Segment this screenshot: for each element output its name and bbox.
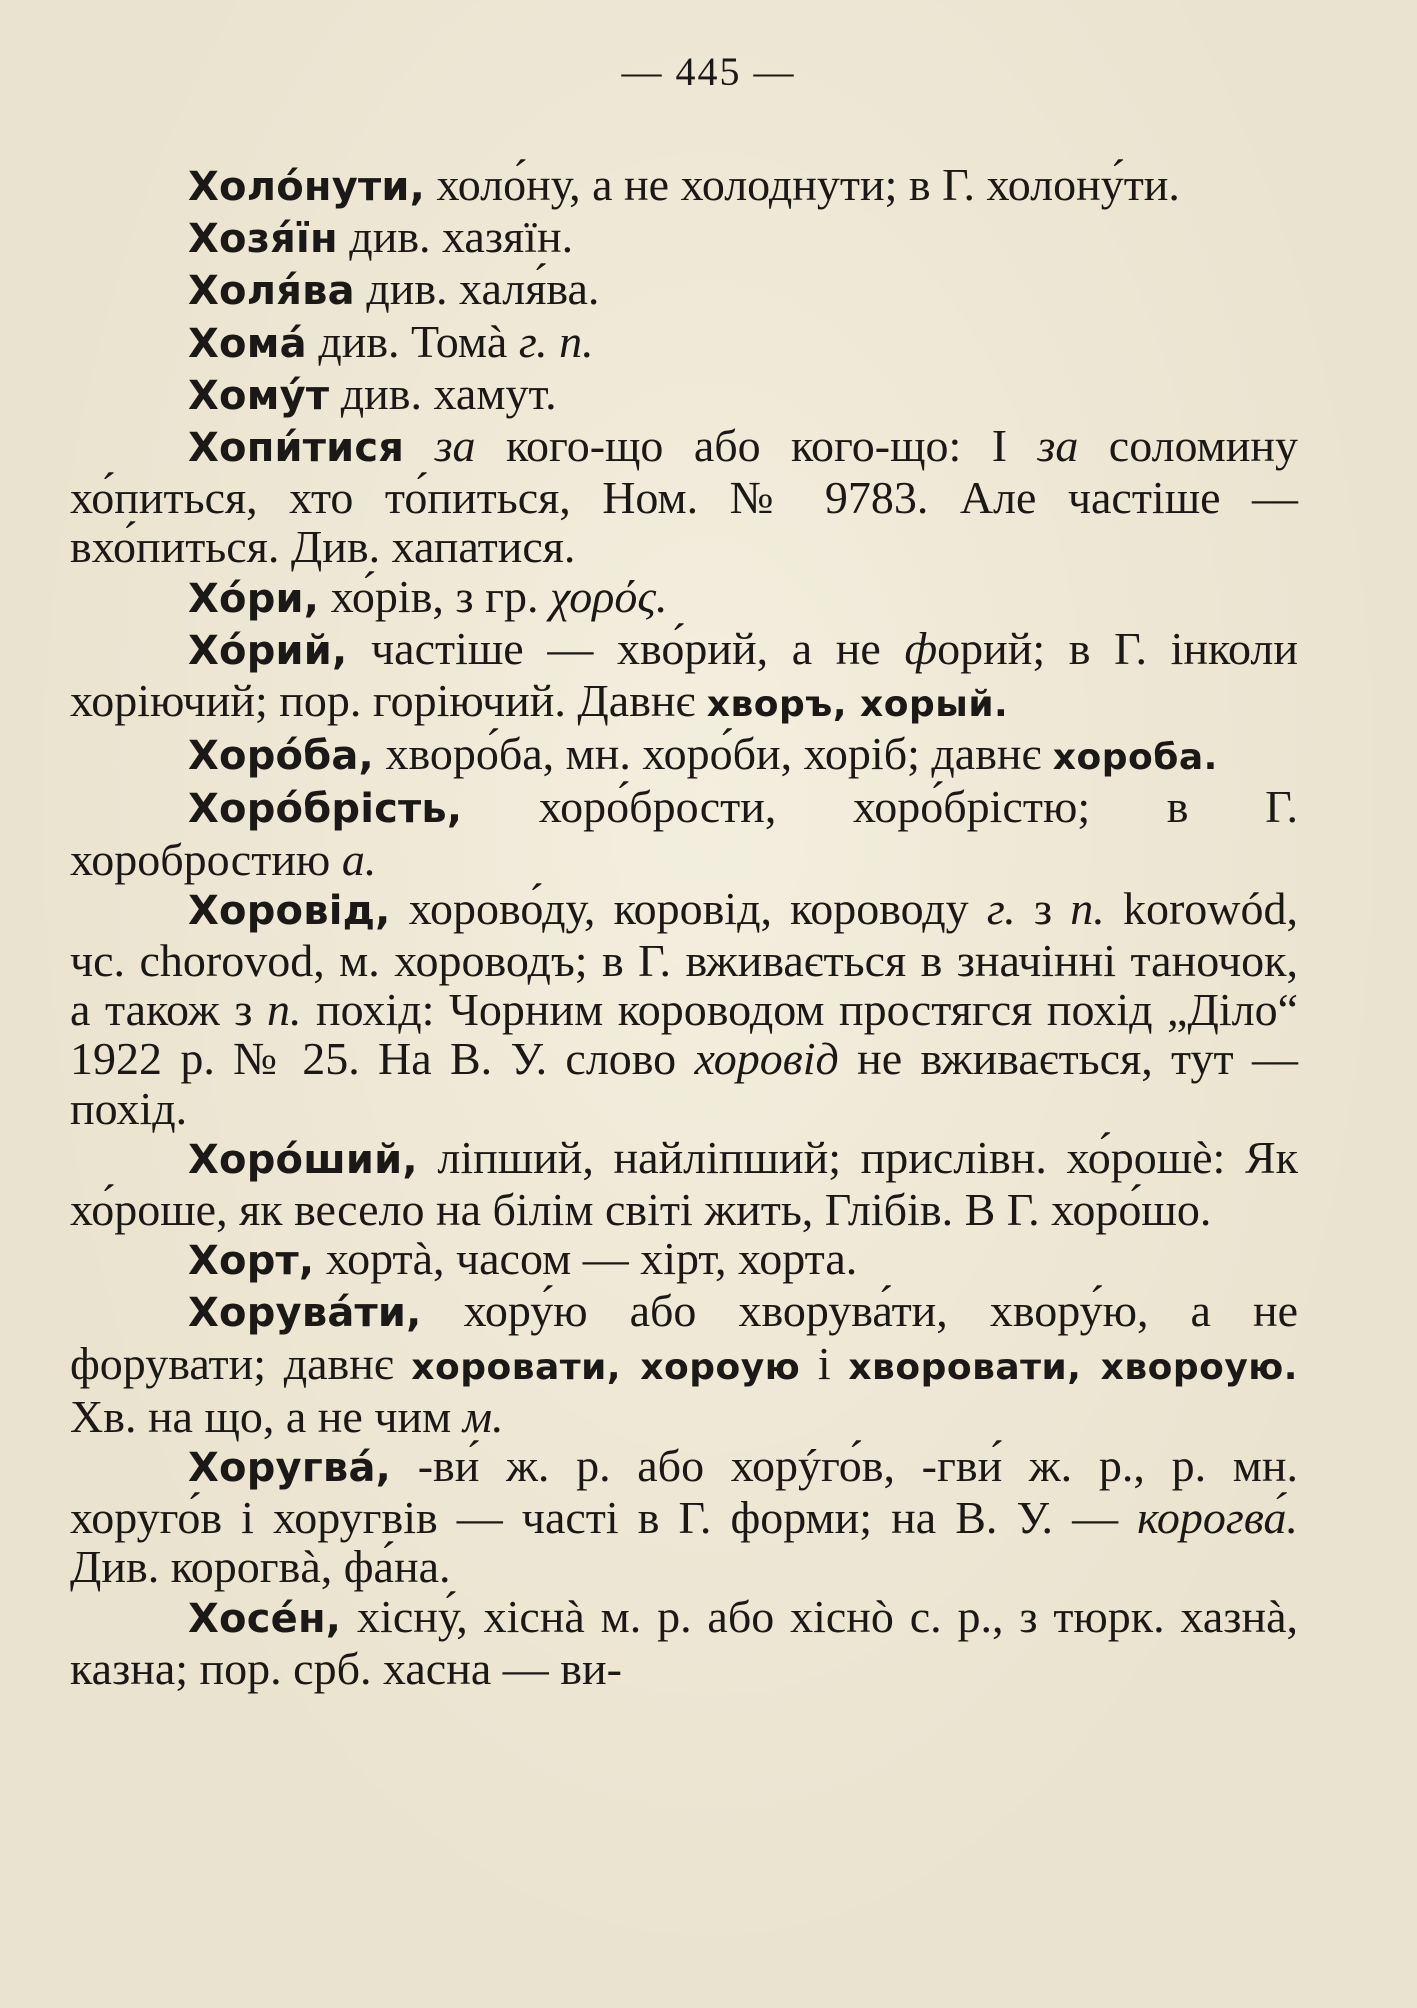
entry-text: похід: Чорним короводом простягся похід „Діло“ 1922 р. № 25. На В. У. слово — [70, 984, 1298, 1085]
entry-old-form: хворовати, хвороую. — [848, 1346, 1298, 1388]
dictionary-entry — [70, 317, 1298, 369]
entry-italic-text: а. — [341, 833, 377, 885]
dictionary-entry — [70, 782, 1298, 883]
entry-headword: Хо́рий, — [188, 627, 348, 674]
dictionary-entry — [70, 1286, 1298, 1441]
entry-headword: Хозя́їн — [188, 216, 338, 263]
entry-italic-text: за — [1037, 420, 1079, 472]
dictionary-entry — [70, 572, 1298, 624]
entry-italic-text: м. — [462, 1390, 504, 1442]
entry-text: Хв. на що, а не чим — [70, 1390, 463, 1442]
page-number: — 445 — — [621, 49, 796, 94]
entry-text: див. хазяїн. — [337, 211, 574, 263]
entry-text: див. Томà — [306, 315, 519, 367]
entry-headword: Хому́т — [188, 372, 330, 419]
dictionary-entry — [70, 1234, 1298, 1286]
dictionary-entries — [70, 160, 1298, 1693]
entry-text: korowód, чс. chorovod, м. хороводъ; в Г. вживається в значінні таночок, а також з — [70, 882, 1299, 1036]
entry-old-form: хороба. — [1052, 737, 1218, 779]
entry-text — [404, 420, 434, 471]
entry-text: з — [1015, 882, 1071, 934]
entry-old-form: хворъ, хорый. — [706, 684, 1009, 726]
dictionary-entry — [70, 729, 1298, 782]
entry-headword: Хосе́н, — [188, 1595, 342, 1642]
entry-old-form: хоровати, хороую — [411, 1346, 801, 1388]
dictionary-entry — [70, 212, 1298, 264]
entry-headword: Хорува́ти, — [188, 1290, 422, 1337]
dictionary-entry — [70, 1441, 1298, 1592]
entry-italic-text: корогва́. — [1137, 1492, 1298, 1544]
entry-headword: Хорт, — [188, 1238, 315, 1285]
entry-headword: Хоро́ба, — [188, 733, 374, 780]
entry-italic-text: хоровід — [694, 1033, 839, 1085]
entry-italic-text: χορός. — [549, 570, 668, 622]
dictionary-entry — [70, 264, 1298, 316]
entry-text: хісну́, хіснà м. р. або хіснò с. р., з тюрк. хазнà, казна; пор. срб. хасна — ви- — [70, 1590, 1298, 1694]
entry-text: орий; в Г. інколи хоріючий; пор. горіючий. Давнє — [70, 622, 1298, 727]
entry-italic-text: г. — [986, 882, 1016, 934]
entry-headword: Хоровід, — [188, 887, 391, 934]
entry-text: хо́рів, з гр. — [319, 570, 550, 622]
entry-headword: Хоро́ший, — [188, 1136, 418, 1183]
dictionary-entry — [70, 884, 1298, 1133]
entry-headword: Хома́ — [188, 320, 307, 367]
entry-italic-text: ф — [904, 622, 938, 674]
entry-text: соломину хо́питься, хто то́питься, Ном. № 9783. Але частіше — вхо́питься. Див. хапатися. — [70, 420, 1299, 573]
entry-italic-text: п. — [266, 984, 302, 1036]
entry-text: ліпший, найліпший; прислівн. хо́рошѐ: Як хо́роше, як весело на білім світі жить, Глібів. В Г. хоро́шо. — [70, 1131, 1298, 1236]
dictionary-entry — [70, 624, 1298, 729]
entry-text: хоро́брости, хоро́брістю; в Г. хоробростию — [70, 781, 1298, 885]
entry-text: хортà, часом — хірт, хорта. — [314, 1233, 858, 1285]
entry-text: хорово́ду, коровід, короводу — [390, 882, 987, 934]
entry-italic-text: за — [434, 420, 476, 472]
dictionary-entry — [70, 421, 1298, 572]
entry-text: і — [800, 1337, 849, 1389]
entry-text: див. хамут. — [329, 367, 557, 419]
entry-text: хору́ю або хворува́ти, хвору́ю, а не форувати; давнє — [70, 1285, 1298, 1389]
entry-headword: Хопи́тися — [188, 425, 405, 472]
entry-text: -ви́ ж. р. або хорýго́в, -гви́ ж. р., р. мн. хоруго́в і хоругвів — часті в Г. форми; на В. У. — — [70, 1440, 1298, 1544]
entry-text: кого-що або кого-що: І — [475, 420, 1038, 472]
entry-text: див. халя́ва. — [354, 263, 600, 315]
entry-headword: Холя́ва — [188, 268, 355, 315]
dictionary-entry — [70, 1133, 1298, 1234]
entry-italic-text: г. п. — [518, 315, 594, 367]
dictionary-entry — [70, 1592, 1298, 1693]
dictionary-entry — [70, 160, 1298, 212]
entry-headword: Хоро́брість, — [188, 786, 463, 833]
entry-italic-text: п. — [1070, 882, 1105, 934]
entry-headword: Хоругва́, — [188, 1445, 392, 1492]
entry-text: частіше — хво́рий, а не — [347, 622, 905, 674]
dictionary-entry — [70, 369, 1298, 421]
entry-text: хворо́ба, мн. хоро́би, хоріб; давнє — [373, 728, 1053, 780]
entry-headword: Холо́нути, — [188, 164, 426, 210]
entry-text: не вживається, тут — похід. — [70, 1033, 1298, 1134]
entry-text: Див. корогвà, фа́на. — [70, 1541, 451, 1593]
entry-headword: Хо́ри, — [188, 575, 320, 622]
entry-text: холо́ну, а не холоднути; в Г. холону́ти. — [425, 159, 1180, 210]
